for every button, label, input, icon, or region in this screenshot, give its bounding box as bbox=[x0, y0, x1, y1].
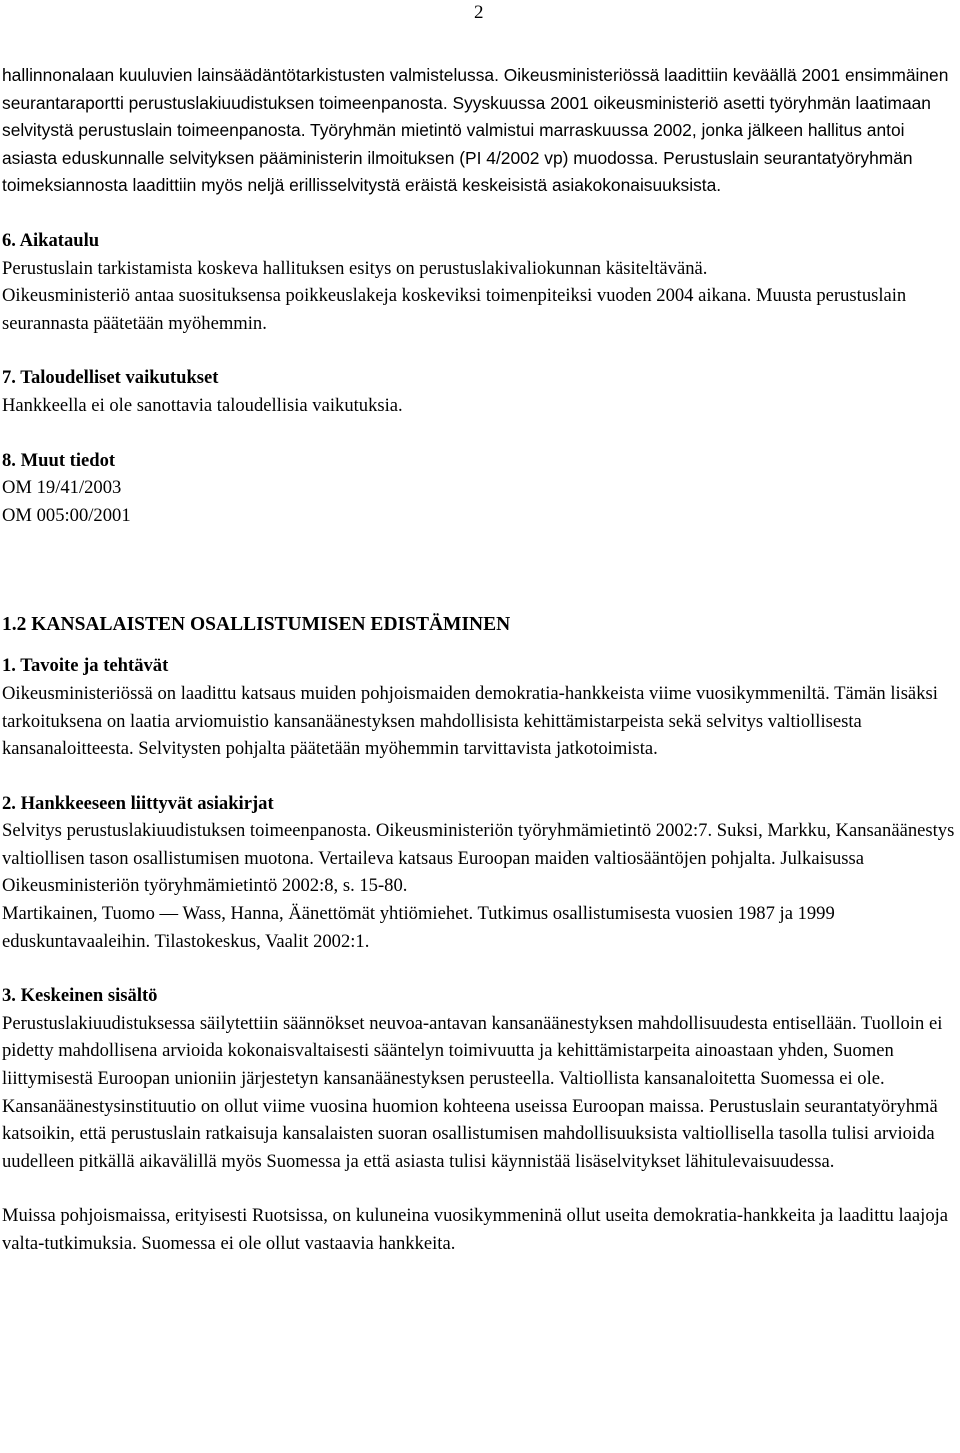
heading-schedule: 6. Aikataulu bbox=[2, 229, 100, 251]
document-body bbox=[2, 62, 958, 1258]
page-number: 2 bbox=[474, 2, 484, 23]
documents-text-2: Martikainen, Tuomo — Wass, Hanna, Äänettömät yhtiömiehet. Tutkimus osallistumisesta vuosien 1987 ja 1999 eduskuntavaaleihin. Tilastokeskus, Vaalit 2002:1. bbox=[2, 903, 835, 952]
intro-paragraph: hallinnonalaan kuuluvien lainsäädäntötarkistusten valmistelussa. Oikeusministeriössä laadittiin keväällä 2001 ensimmäinen seurantaraportti perustuslakiuudistuksen toimeenpanosta. Syyskuussa 2001 oikeusministeriö asetti työryhmän laatimaan selvitystä perustuslain toimeenpanosta. Työryhmän mietintö valmistui marraskuussa 2002, jonka jälkeen hallitus antoi asiasta eduskunnalle selvityksen pääministerin ilmoituksen (PI 4/2002 vp) muodossa. Perustuslain seurantatyöryhmän toimeksiannosta laadittiin myös neljä erillisselvitystä eräistä keskeisistä asiakokonaisuuksista. bbox=[2, 65, 949, 196]
heading-documents: 2. Hankkeeseen liittyvät asiakirjat bbox=[2, 792, 274, 814]
heading-other-info: 8. Muut tiedot bbox=[2, 449, 116, 471]
schedule-line-1: Perustuslain tarkistamista koskeva hallituksen esitys on perustuslakivaliokunnan käsiteltävänä. bbox=[2, 257, 708, 279]
reference-1: OM 19/41/2003 bbox=[2, 477, 122, 499]
content-text-2: Muissa pohjoismaissa, erityisesti Ruotsissa, on kuluneina vuosikymmeninä ollut useita demokratia-hankkeita ja laadittu laajoja valta-tutkimuksia. Suomessa ei ole ollut vastaavia hankkeita. bbox=[2, 1205, 949, 1254]
financial-effects-text: Hankkeella ei ole sanottavia taloudellisia vaikutuksia. bbox=[2, 394, 403, 416]
goals-text: Oikeusministeriössä on laadittu katsaus muiden pohjoismaiden demokratia-hankkeista viime vuosikymmeniltä. Tämän lisäksi tarkoituksena on laatia arviomuistio kansanäänestyksen mahdollisista kehittämistarpeista sekä selvitys valtiollisesta kansanaloitteesta. Selvitysten pohjalta päätetään myöhemmin tarvittavista jatkotoimista. bbox=[2, 682, 938, 760]
documents-text-1: Selvitys perustuslakiuudistuksen toimeenpanosta. Oikeusministeriön työryhmämietintö 2002:7. Suksi, Markku, Kansanäänestys valtiollisen tason osallistumisen muotona. Vertaileva katsaus Euroopan maiden valtiosääntöjen pohjalta. Julkaisussa Oikeusministeriön työryhmämietintö 2002:8, s. 15-80. bbox=[2, 820, 955, 897]
section-title: 1.2 KANSALAISTEN OSALLISTUMISEN EDISTÄMINEN bbox=[2, 614, 511, 636]
heading-goals: 1. Tavoite ja tehtävät bbox=[2, 655, 169, 677]
schedule-line-2: Oikeusministeriö antaa suosituksensa poikkeuslakeja koskeviksi toimenpiteiksi vuoden 2004 aikana. Muusta perustuslain seurannasta päätetään myöhemmin. bbox=[2, 285, 907, 334]
heading-financial-effects: 7. Taloudelliset vaikutukset bbox=[2, 367, 219, 389]
heading-content: 3. Keskeinen sisältö bbox=[2, 985, 158, 1007]
content-text-1: Perustuslakiuudistuksessa säilytettiin säännökset neuvoa-antavan kansanäänestyksen mahdollisuudesta entisellään. Tuolloin ei pidetty mahdollisena arvioida kokonaisvaltaisesti sääntelyn toimivuutta ja kehittämistarpeita ainoastaan yhden, Suomen liittymisestä Euroopan unioniin järjestetyn kansanäänestyksen perusteella. Valtiollista kansanaloitetta Suomessa ei ole. Kansanäänestysinstituutio on ollut viime vuosina huomion kohteena useissa Euroopan maissa. Perustuslain seurantatyöryhmä katsoikin, että perustuslain ratkaisuja kansalaisten suoran osallistumisen mahdollisuuksista valtiollisella tasolla tulisi arvioida uudelleen pitkällä aikavälillä myös Suomessa ja että asiasta tulisi käynnistää lisäselvitykset lähitulevaisuudessa. bbox=[2, 1012, 943, 1172]
reference-2: OM 005:00/2001 bbox=[2, 504, 131, 526]
